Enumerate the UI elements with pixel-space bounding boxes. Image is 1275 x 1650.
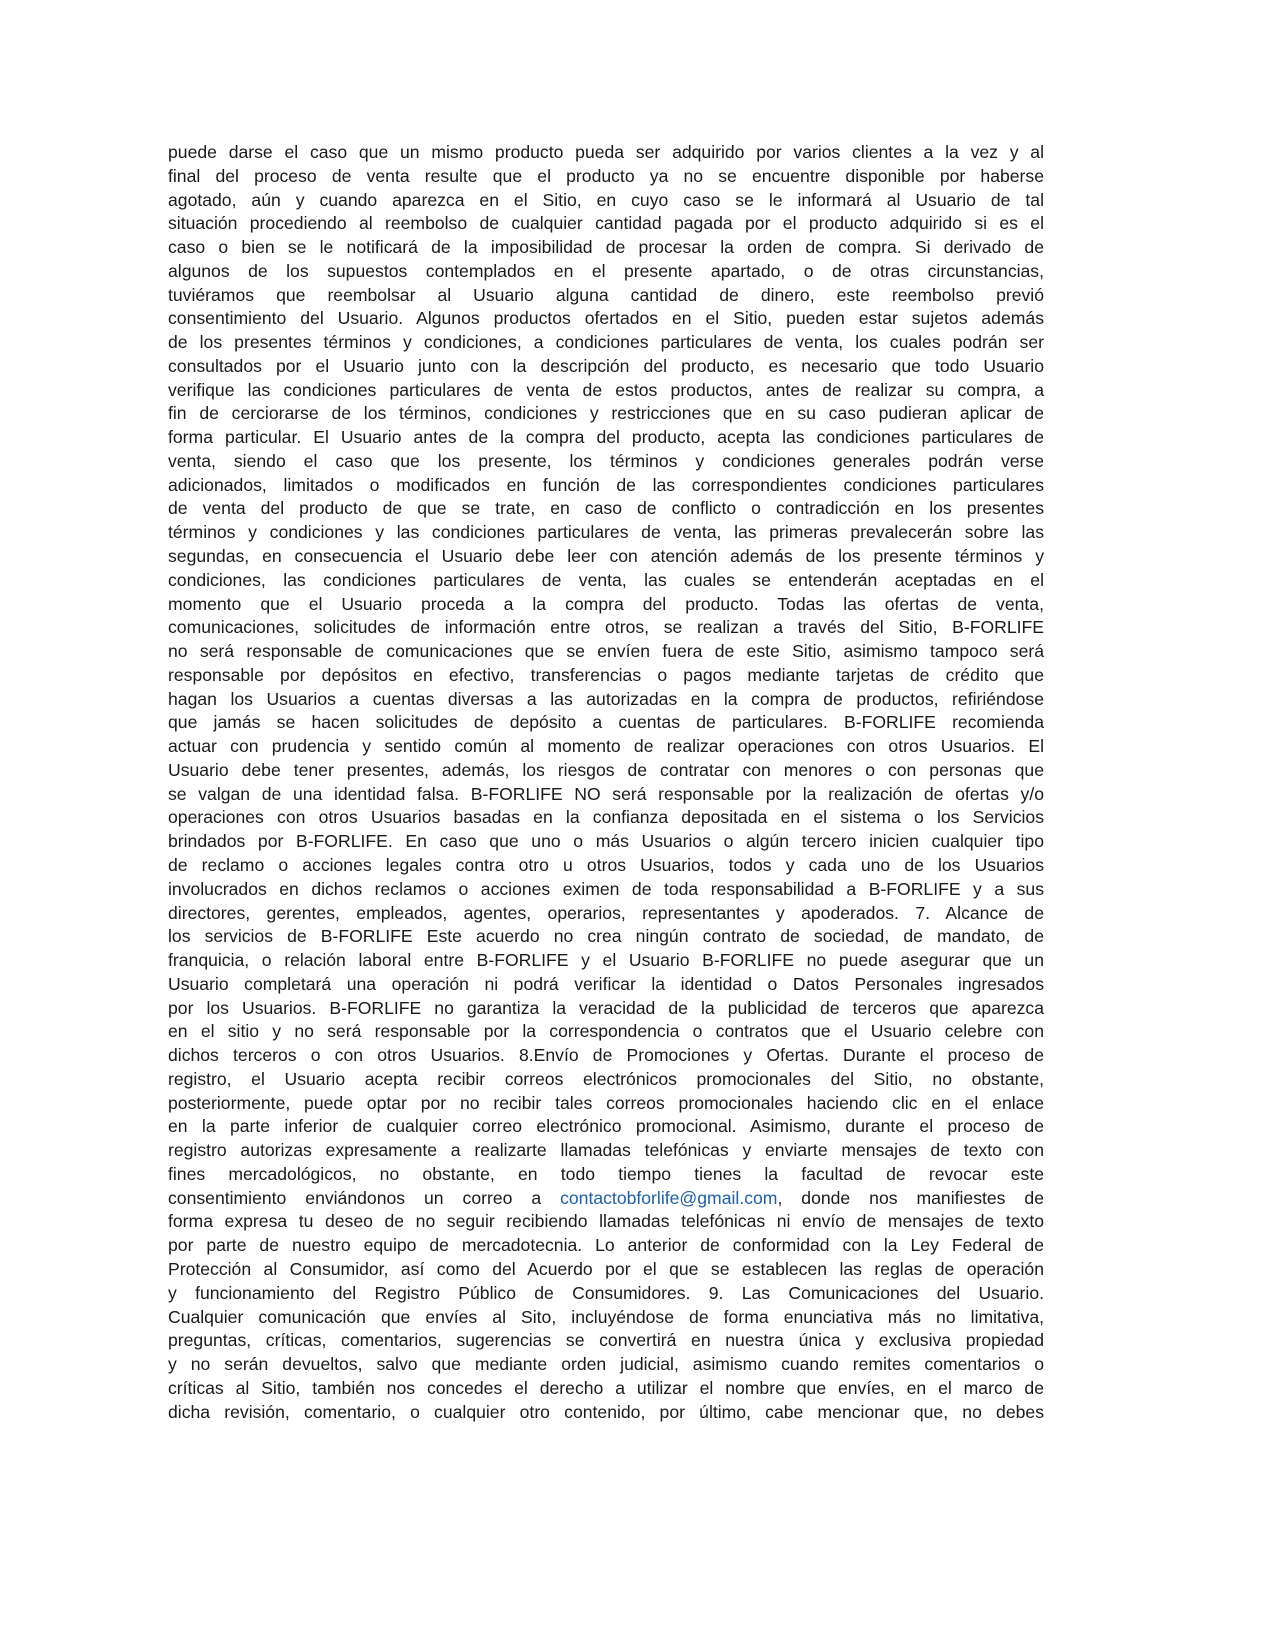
- text-line: por los Usuarios. B-FORLIFE no garantiza la veracidad de la publicidad de terceros que aparezca: [168, 997, 1044, 1018]
- text-line: de reclamo o acciones legales contra otro u otros Usuarios, todos y cada uno de los Usuarios: [168, 854, 1044, 875]
- text-line: algunos de los supuestos contemplados en el presente apartado, o de otras circunstancias,: [168, 260, 1044, 281]
- text-line: operaciones con otros Usuarios basadas en la confianza depositada en el sistema o los Servicios: [168, 807, 1044, 828]
- text-line: Protección al Consumidor, así como del Acuerdo por el que se establecen las reglas de operación: [168, 1258, 1044, 1279]
- text-line: consentimiento del Usuario. Algunos productos ofertados en el Sitio, pueden estar sujetos además: [168, 308, 1044, 329]
- text-line: hagan los Usuarios a cuentas diversas a las autorizadas en la compra de productos, refiriéndose: [168, 688, 1044, 709]
- paragraph-lines-b: [168, 1210, 1044, 1424]
- text-line: Usuario completará una operación ni podrá verificar la identidad o Datos Personales ingresados: [168, 973, 1044, 994]
- text-line: Usuario debe tener presentes, además, los riesgos de contratar con menores o con personas que: [168, 759, 1044, 780]
- text-line: adicionados, limitados o modificados en función de las correspondientes condiciones particulares: [168, 474, 1044, 495]
- text-line: consultados por el Usuario junto con la descripción del producto, es necesario que todo Usuario: [168, 355, 1044, 376]
- text-line: franquicia, o relación laboral entre B-FORLIFE y el Usuario B-FORLIFE no puede asegurar que un: [168, 950, 1044, 971]
- text-line: venta, siendo el caso que los presente, los términos y condiciones generales podrán verse: [168, 450, 1044, 471]
- text-line: actuar con prudencia y sentido común al momento de realizar operaciones con otros Usuarios. El: [168, 736, 1044, 757]
- text-line: directores, gerentes, empleados, agentes, operarios, representantes y apoderados. 7. Alcance de: [168, 902, 1044, 923]
- text-line: los servicios de B-FORLIFE Este acuerdo no crea ningún contrato de sociedad, de mandato, de: [168, 926, 1044, 947]
- text-line: verifique las condiciones particulares de venta de estos productos, antes de realizar su compra, a: [168, 379, 1044, 400]
- text-line: fin de cerciorarse de los términos, condiciones y restricciones que en su caso pudieran aplicar de: [168, 403, 1044, 424]
- document-body: [168, 141, 1044, 1424]
- text-line: agotado, aún y cuando aparezca en el Sitio, en cuyo caso se le informará al Usuario de tal: [168, 189, 1044, 210]
- text-line: brindados por B-FORLIFE. En caso que uno o más Usuarios o algún tercero inicien cualquier tipo: [168, 831, 1044, 852]
- text-line: posteriormente, puede optar por no recibir tales correos promocionales haciendo clic en el enlace: [168, 1092, 1044, 1113]
- text-line: que jamás se hacen solicitudes de depósito a cuentas de particulares. B-FORLIFE recomienda: [168, 712, 1044, 733]
- text-line: en la parte inferior de cualquier correo electrónico promocional. Asimismo, durante el proceso de: [168, 1116, 1044, 1137]
- email-line: [168, 1187, 1044, 1211]
- text-line: registro autorizas expresamente a realizarte llamadas telefónicas y enviarte mensajes de texto con: [168, 1140, 1044, 1161]
- text-line: de venta del producto de que se trate, en caso de conflicto o contradicción en los presentes: [168, 498, 1044, 519]
- text-line: y funcionamiento del Registro Público de Consumidores. 9. Las Comunicaciones del Usuario.: [168, 1282, 1044, 1303]
- text-line: preguntas, críticas, comentarios, sugerencias se convertirá en nuestra única y exclusiva propiedad: [168, 1330, 1044, 1351]
- text-line: final del proceso de venta resulte que el producto ya no se encuentre disponible por haberse: [168, 165, 1044, 186]
- text-line: críticas al Sitio, también nos concedes el derecho a utilizar el nombre que envíes, en el marco de: [168, 1377, 1044, 1398]
- text: consentimiento enviándonos un correo a: [168, 1187, 561, 1208]
- text-line: involucrados en dichos reclamos o acciones eximen de toda responsabilidad a B-FORLIFE y a sus: [168, 878, 1044, 899]
- text-line: dicha revisión, comentario, o cualquier otro contenido, por último, cabe mencionar que, no debes: [168, 1401, 1044, 1422]
- text-line: tuviéramos que reembolsar al Usuario alguna cantidad de dinero, este reembolso previó: [168, 284, 1044, 305]
- text-line: y no serán devueltos, salvo que mediante orden judicial, asimismo cuando remites comentarios o: [168, 1354, 1044, 1375]
- text-line: términos y condiciones y las condiciones particulares de venta, las primeras prevalecerán sobre las: [168, 522, 1044, 543]
- email-link[interactable]: contactobforlife@gmail.com: [560, 1187, 778, 1208]
- text-line: dichos terceros o con otros Usuarios. 8.Envío de Promociones y Ofertas. Durante el proceso de: [168, 1045, 1044, 1066]
- paragraph-lines-a: [168, 141, 1044, 1187]
- text-line: situación procediendo al reembolso de cualquier cantidad pagada por el producto adquirido si es el: [168, 213, 1044, 234]
- text-line: segundas, en consecuencia el Usuario debe leer con atención además de los presente términos y: [168, 546, 1044, 567]
- text-line: puede darse el caso que un mismo producto pueda ser adquirido por varios clientes a la vez y al: [168, 142, 1044, 162]
- text-line: caso o bien se le notificará de la imposibilidad de procesar la orden de compra. Si derivado de: [168, 237, 1044, 258]
- text-line: momento que el Usuario proceda a la compra del producto. Todas las ofertas de venta,: [168, 593, 1044, 614]
- text-line: registro, el Usuario acepta recibir correos electrónicos promocionales del Sitio, no obstante,: [168, 1068, 1044, 1089]
- text-line: comunicaciones, solicitudes de información entre otros, se realizan a través del Sitio, B-FORLIFE: [168, 617, 1044, 638]
- text-line: forma expresa tu deseo de no seguir recibiendo llamadas telefónicas ni envío de mensajes de texto: [168, 1211, 1044, 1232]
- text-line: se valgan de una identidad falsa. B-FORLIFE NO será responsable por la realización de ofertas y/o: [168, 783, 1044, 804]
- text-line: Cualquier comunicación que envíes al Sito, incluyéndose de forma enunciativa más no limitativa,: [168, 1306, 1044, 1327]
- text-line: condiciones, las condiciones particulares de venta, las cuales se entenderán aceptadas en el: [168, 569, 1044, 590]
- text-line: fines mercadológicos, no obstante, en todo tiempo tienes la facultad de revocar este: [168, 1163, 1044, 1184]
- text-line: no será responsable de comunicaciones que se envíen fuera de este Sitio, asimismo tampoco será: [168, 641, 1044, 662]
- text-line: de los presentes términos y condiciones, a condiciones particulares de venta, los cuales podrán ser: [168, 332, 1044, 353]
- text: , donde nos manifiestes de: [777, 1187, 1044, 1208]
- text-line: en el sitio y no será responsable por la correspondencia o contratos que el Usuario celebre con: [168, 1021, 1044, 1042]
- text-line: forma particular. El Usuario antes de la compra del producto, acepta las condiciones particulares de: [168, 427, 1044, 448]
- text-line: por parte de nuestro equipo de mercadotecnia. Lo anterior de conformidad con la Ley Federal de: [168, 1235, 1044, 1256]
- text-line: responsable por depósitos en efectivo, transferencias o pagos mediante tarjetas de crédito que: [168, 664, 1044, 685]
